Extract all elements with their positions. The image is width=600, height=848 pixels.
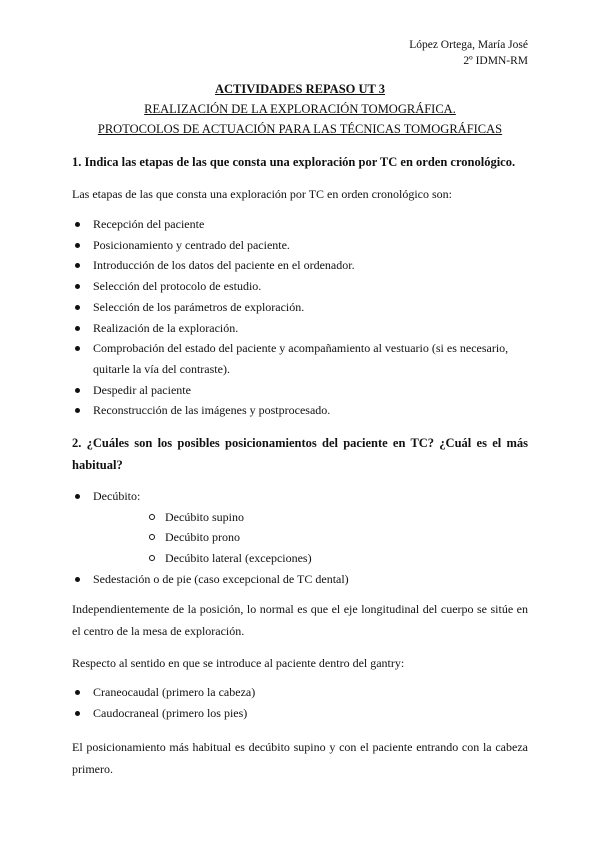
q2-direction-list <box>72 682 528 723</box>
list-item: Introducción de los datos del paciente en el ordenador. <box>72 255 528 276</box>
list-item <box>72 486 528 569</box>
document-titles <box>72 80 528 140</box>
q2-paragraph-3: El posicionamiento más habitual es decúbito supino y con el paciente entrando con la cabeza primero. <box>72 740 528 776</box>
q2-paragraph-2: Respecto al sentido en que se introduce al paciente dentro del gantry: <box>72 656 405 670</box>
question-1: 1. Indica las etapas de las que consta una exploración por TC en orden cronológico. <box>72 155 516 169</box>
author-name: López Ortega, María José <box>409 39 528 51</box>
list-item: Sedestación o de pie (caso excepcional de TC dental) <box>72 569 528 590</box>
list-item: Recepción del paciente <box>72 214 528 235</box>
question-2: 2. ¿Cuáles son los posibles posicionamientos del paciente en TC? ¿Cuál es el más habitual? <box>72 436 528 472</box>
sublist-item: Decúbito supino <box>93 507 528 528</box>
author-header <box>409 37 528 69</box>
list-item: Craneocaudal (primero la cabeza) <box>72 682 528 703</box>
list-item: Selección de los parámetros de exploración. <box>72 297 528 318</box>
main-title: ACTIVIDADES REPASO UT 3 <box>214 82 386 96</box>
list-item: Selección del protocolo de estudio. <box>72 276 528 297</box>
list-item: Comprobación del estado del paciente y acompañamiento al vestuario (si es necesario, quitarle la vía del contraste). <box>72 338 528 379</box>
q1-intro: Las etapas de las que consta una exploración por TC en orden cronológico son: <box>72 187 452 201</box>
list-item: Reconstrucción de las imágenes y postprocesado. <box>72 400 528 421</box>
decubito-sublist <box>93 507 528 569</box>
sublist-item: Decúbito lateral (excepciones) <box>93 548 528 569</box>
list-item: Caudocraneal (primero los pies) <box>72 703 528 724</box>
q2-positions-list <box>72 486 528 590</box>
list-item: Despedir al paciente <box>72 380 528 401</box>
q2-paragraph-1: Independientemente de la posición, lo normal es que el eje longitudinal del cuerpo se sitúe en el centro de la mesa de exploración. <box>72 602 528 638</box>
course-name: 2º IDMN-RM <box>463 55 528 67</box>
list-item: Posicionamiento y centrado del paciente. <box>72 235 528 256</box>
subtitle-1: REALIZACIÓN DE LA EXPLORACIÓN TOMOGRÁFICA. <box>144 102 456 116</box>
sublist-item: Decúbito prono <box>93 527 528 548</box>
q1-stages-list <box>72 214 528 421</box>
list-item: Realización de la exploración. <box>72 318 528 339</box>
subtitle-2: PROTOCOLOS DE ACTUACIÓN PARA LAS TÉCNICAS TOMOGRÁFICAS <box>97 122 503 136</box>
decubito-label: Decúbito: <box>93 489 141 503</box>
